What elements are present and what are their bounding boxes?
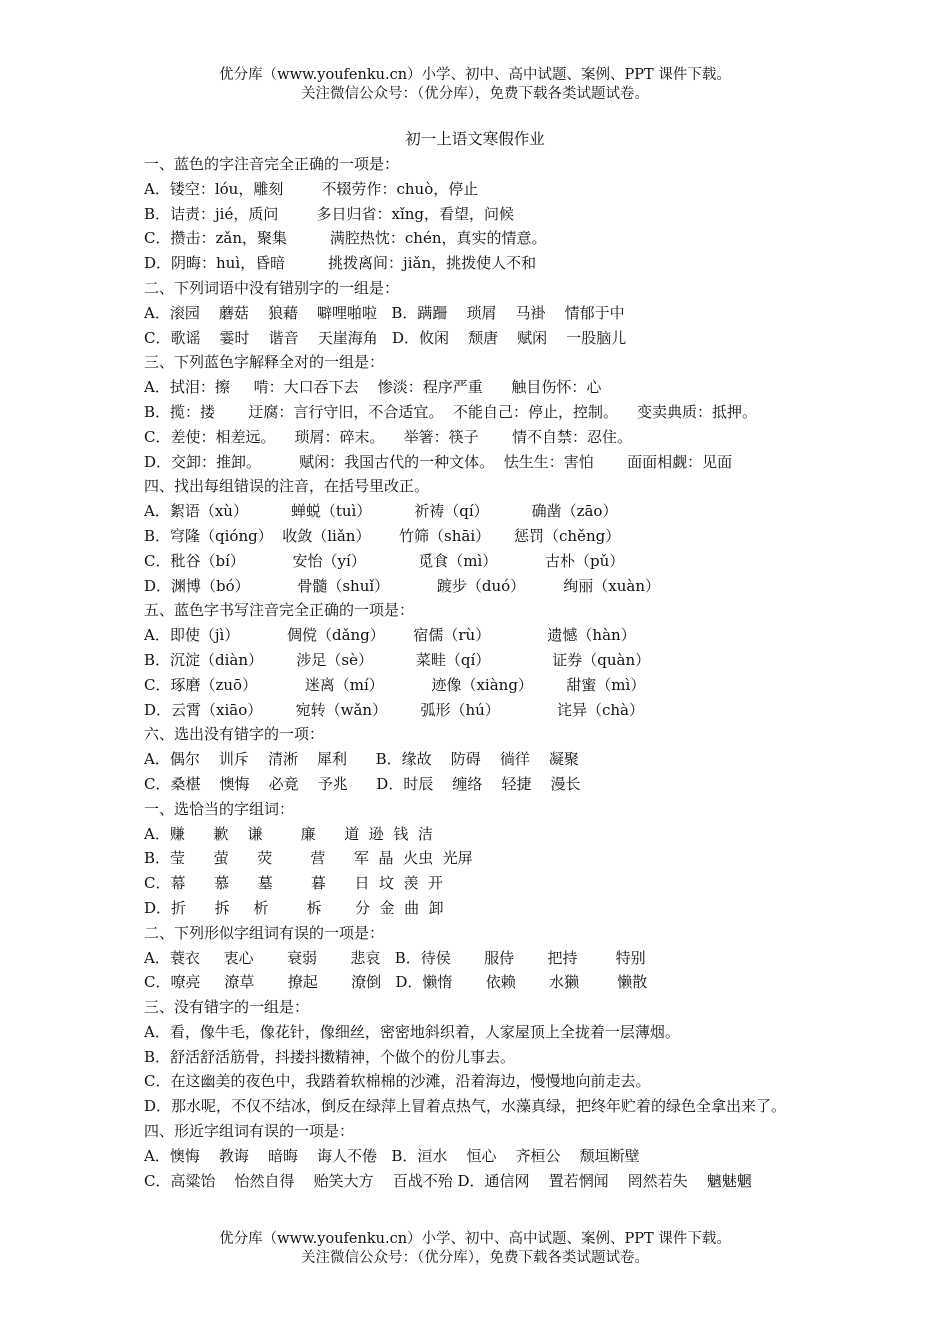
text-line: C．攒击：zǎn，聚集 满腔热忱：chén，真实的情意。 [144, 229, 547, 248]
text-line: 二、下列词语中没有错别字的一组是： [144, 278, 400, 297]
text-line: 五、蓝色字书写注音完全正确的一项是： [144, 601, 415, 620]
text-line: 四、找出每组错误的注音，在括号里改正。 [144, 477, 430, 496]
text-line: B．舒活舒活筋骨，抖搂抖擞精神，个做个的份儿事去。 [144, 1047, 516, 1066]
text-line: A．絮语（xù） 蝉蜕（tuì） 祈祷（qí） 确凿（zāo） [144, 502, 618, 521]
footer-line-1: 优分库（www.youfenku.cn）小学、初中、高中试题、案例、PPT 课件下载。 [219, 1231, 731, 1247]
text-line: 一、蓝色的字注音完全正确的一项是： [144, 155, 400, 173]
text-line: C．高粱饴 怡然自得 贻笑大方 百战不殆 D．通信网 置若惘闻 罔然若失 魑魅魍 [144, 1171, 752, 1190]
document-title: 初一上语文寒假作业 [405, 130, 545, 148]
footer-line-2: 关注微信公众号：（优分库），免费下载各类试题试卷。 [301, 1250, 649, 1266]
text-line: B．沉淀（diàn） 涉足（sè） 菜畦（qí） 证券（quàn） [144, 650, 651, 669]
header-line-1: 优分库（www.youfenku.cn）小学、初中、高中试题、案例、PPT 课件下载。 [219, 67, 731, 83]
text-line: A．赚 歉 谦 廉 道 逊 钱 洁 [144, 824, 433, 843]
text-line: A．蓑衣 衷心 衰弱 悲哀 B．待侯 服侍 把持 特别 [144, 948, 646, 967]
text-line: D．交卸：推卸。 赋闲：我国古代的一种文体。 怯生生：害怕 面面相觑：见面 [144, 452, 733, 471]
text-line: C．嘹亮 潦草 撩起 潦倒 D．懒惰 依赖 水獭 懒散 [144, 973, 648, 992]
homework-body [144, 152, 824, 1193]
text-line: 三、下列蓝色字解释全对的一组是： [144, 353, 385, 372]
text-line: A．看，像牛毛，像花针，像细丝，密密地斜织着，人家屋顶上全拢着一层薄烟。 [144, 1022, 680, 1041]
text-line: A．镂空：lóu，雕刻 不辍劳作：chuò，停止 [144, 179, 479, 198]
text-line: D．渊博（bó） 骨髓（shuǐ） 踱步（duó） 绚丽（xuàn） [144, 576, 661, 595]
text-line: D．云霄（xiāo） 宛转（wǎn） 弧形（hú） 诧异（chà） [144, 700, 644, 719]
text-line: C．歌谣 霎时 谐音 天崖海角 D．攸闲 颓唐 赋闲 一股脑儿 [144, 328, 627, 347]
text-line: A．偶尔 训斥 清淅 犀利 B．缘故 防碍 徜徉 凝聚 [144, 750, 579, 769]
text-line: C．差使：相差远。 琐屑：碎末。 举箸：筷子 情不自禁：忍住。 [144, 427, 633, 446]
header-line-2: 关注微信公众号：（优分库），免费下载各类试题试卷。 [301, 86, 649, 102]
text-line: A．懊悔 教诲 暗晦 诲人不倦 B．洹水 恒心 齐桓公 颓垣断壁 [144, 1146, 640, 1165]
text-line: B．诘责：jié，质问 多日归省：xǐng，看望，问候 [144, 204, 515, 223]
text-line: C．桑椹 懊悔 必竟 予兆 D．时辰 缠络 轻捷 漫长 [144, 774, 581, 793]
text-line: 二、下列形似字组词有误的一项是： [144, 923, 385, 942]
text-line: 一、选恰当的字组词： [144, 799, 295, 818]
text-line: C．琢磨（zuō） 迷离（mí） 迹像（xiàng） 甜蜜（mì） [144, 675, 646, 694]
text-line: A．即使（jì） 倜傥（dǎng） 宿儒（rù） 遗憾（hàn） [144, 626, 636, 645]
page-header [0, 66, 950, 104]
text-line: 四、形近字组词有误的一项是： [144, 1122, 355, 1141]
text-line: C．在这幽美的夜色中，我踏着软棉棉的沙滩，沿着海边，慢慢地向前走去。 [144, 1072, 651, 1091]
text-line: A．拭泪：擦 啃：大口吞下去 惨淡：程序严重 触目伤怀：心 [144, 378, 602, 397]
text-line: 六、选出没有错字的一项： [144, 725, 325, 744]
text-line: D．阴晦：huì，昏暗 挑拨离间：jiǎn，挑拨使人不和 [144, 254, 537, 273]
page-footer [0, 1230, 950, 1268]
text-line: B．穹隆（qióng） 收敛（liǎn） 竹筛（shāi） 惩罚（chěng） [144, 526, 621, 545]
text-line: C．幕 慕 墓 暮 日 坟 羡 开 [144, 874, 444, 893]
text-line: B．莹 萤 荧 营 军 晶 火虫 光屏 [144, 849, 473, 868]
text-line: A．滚园 蘑菇 狼藉 噼哩啪啦 B．蹒跚 琐屑 马褂 情郁于中 [144, 303, 625, 322]
text-line: B．揽：搂 迂腐：言行守旧，不合适宜。 不能自己：停止，控制。 变卖典质：抵押。 [144, 402, 758, 421]
text-line: 三、没有错字的一组是： [144, 998, 310, 1017]
text-line: D．那水呢，不仅不结冰，倒反在绿萍上冒着点热气，水藻真绿，把终年贮着的绿色全拿出来了。 [144, 1097, 787, 1116]
text-line: C．秕谷（bí） 安怡（yí） 觅食（mì） 古朴（pǔ） [144, 551, 625, 570]
text-line: D．折 拆 析 柝 分 金 曲 卸 [144, 898, 444, 917]
